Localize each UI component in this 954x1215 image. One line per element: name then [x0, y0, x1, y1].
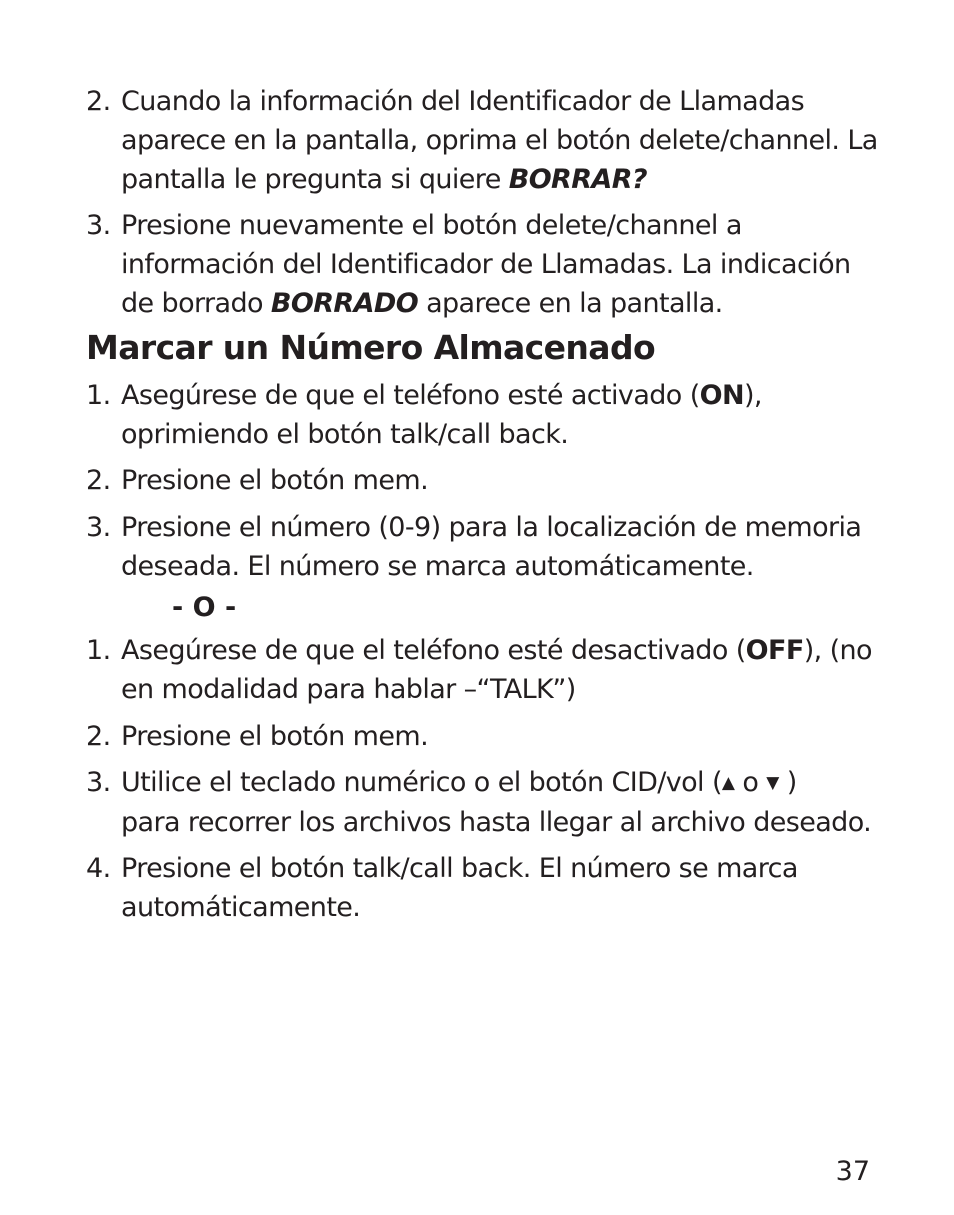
list-text: Asegúrese de que el teléfono esté activado (ON), oprimiendo el botón talk/call back.: [121, 380, 762, 450]
list-number: 3.: [86, 210, 111, 241]
list-text: Asegúrese de que el teléfono esté desactivado (OFF), (no en modalidad para hablar –“TALK”): [121, 635, 872, 705]
list-text: Presione el botón mem.: [121, 465, 429, 496]
list-item: [86, 82, 886, 199]
borrar-prompt: BORRAR?: [508, 164, 647, 195]
borrado-indicator: BORRADO: [270, 288, 419, 319]
list-text: Presione el número (0-9) para la localización de memoria deseada. El número se marca automáticamente.: [121, 512, 862, 582]
list-text: Presione el botón mem.: [121, 721, 429, 752]
on-label: ON: [699, 380, 744, 411]
list-text: Cuando la información del Identificador de Llamadas aparece en la pantalla, oprima el botón delete/channel. La pantalla le pregunta si quiere BORRAR?: [121, 86, 878, 195]
list-item: [86, 763, 886, 842]
list-item: [86, 849, 886, 927]
list-number: 2.: [86, 721, 111, 752]
list-number: 2.: [86, 465, 111, 496]
list-text: Presione nuevamente el botón delete/channel a información del Identificador de Llamadas. La indicación de borrado BORRADO aparece en la pantalla.: [121, 210, 851, 319]
arrow-down-icon: ▼: [766, 773, 779, 793]
arrow-up-icon: ▲: [721, 773, 735, 793]
list-item: [86, 631, 886, 709]
section-heading: Marcar un Número Almacenado: [86, 328, 656, 367]
or-separator: - O -: [172, 592, 237, 623]
list-number: 4.: [86, 853, 111, 884]
list-item: [86, 717, 886, 756]
list-number: 1.: [86, 635, 111, 666]
page-number: 37: [835, 1156, 870, 1187]
list-number: 2.: [86, 86, 111, 117]
list-number: 3.: [86, 512, 111, 543]
off-label: OFF: [745, 635, 804, 666]
list-text: Presione el botón talk/call back. El número se marca automáticamente.: [121, 853, 798, 923]
list-item: [86, 508, 886, 586]
list-number: 1.: [86, 380, 111, 411]
list-number: 3.: [86, 767, 111, 798]
list-item: [86, 376, 886, 454]
list-item: [86, 206, 886, 323]
list-item: [86, 461, 886, 500]
list-text: Utilice el teclado numérico o el botón CID/vol (▲ o ▼ ) para recorrer los archivos hasta llegar al archivo deseado.: [121, 763, 886, 842]
